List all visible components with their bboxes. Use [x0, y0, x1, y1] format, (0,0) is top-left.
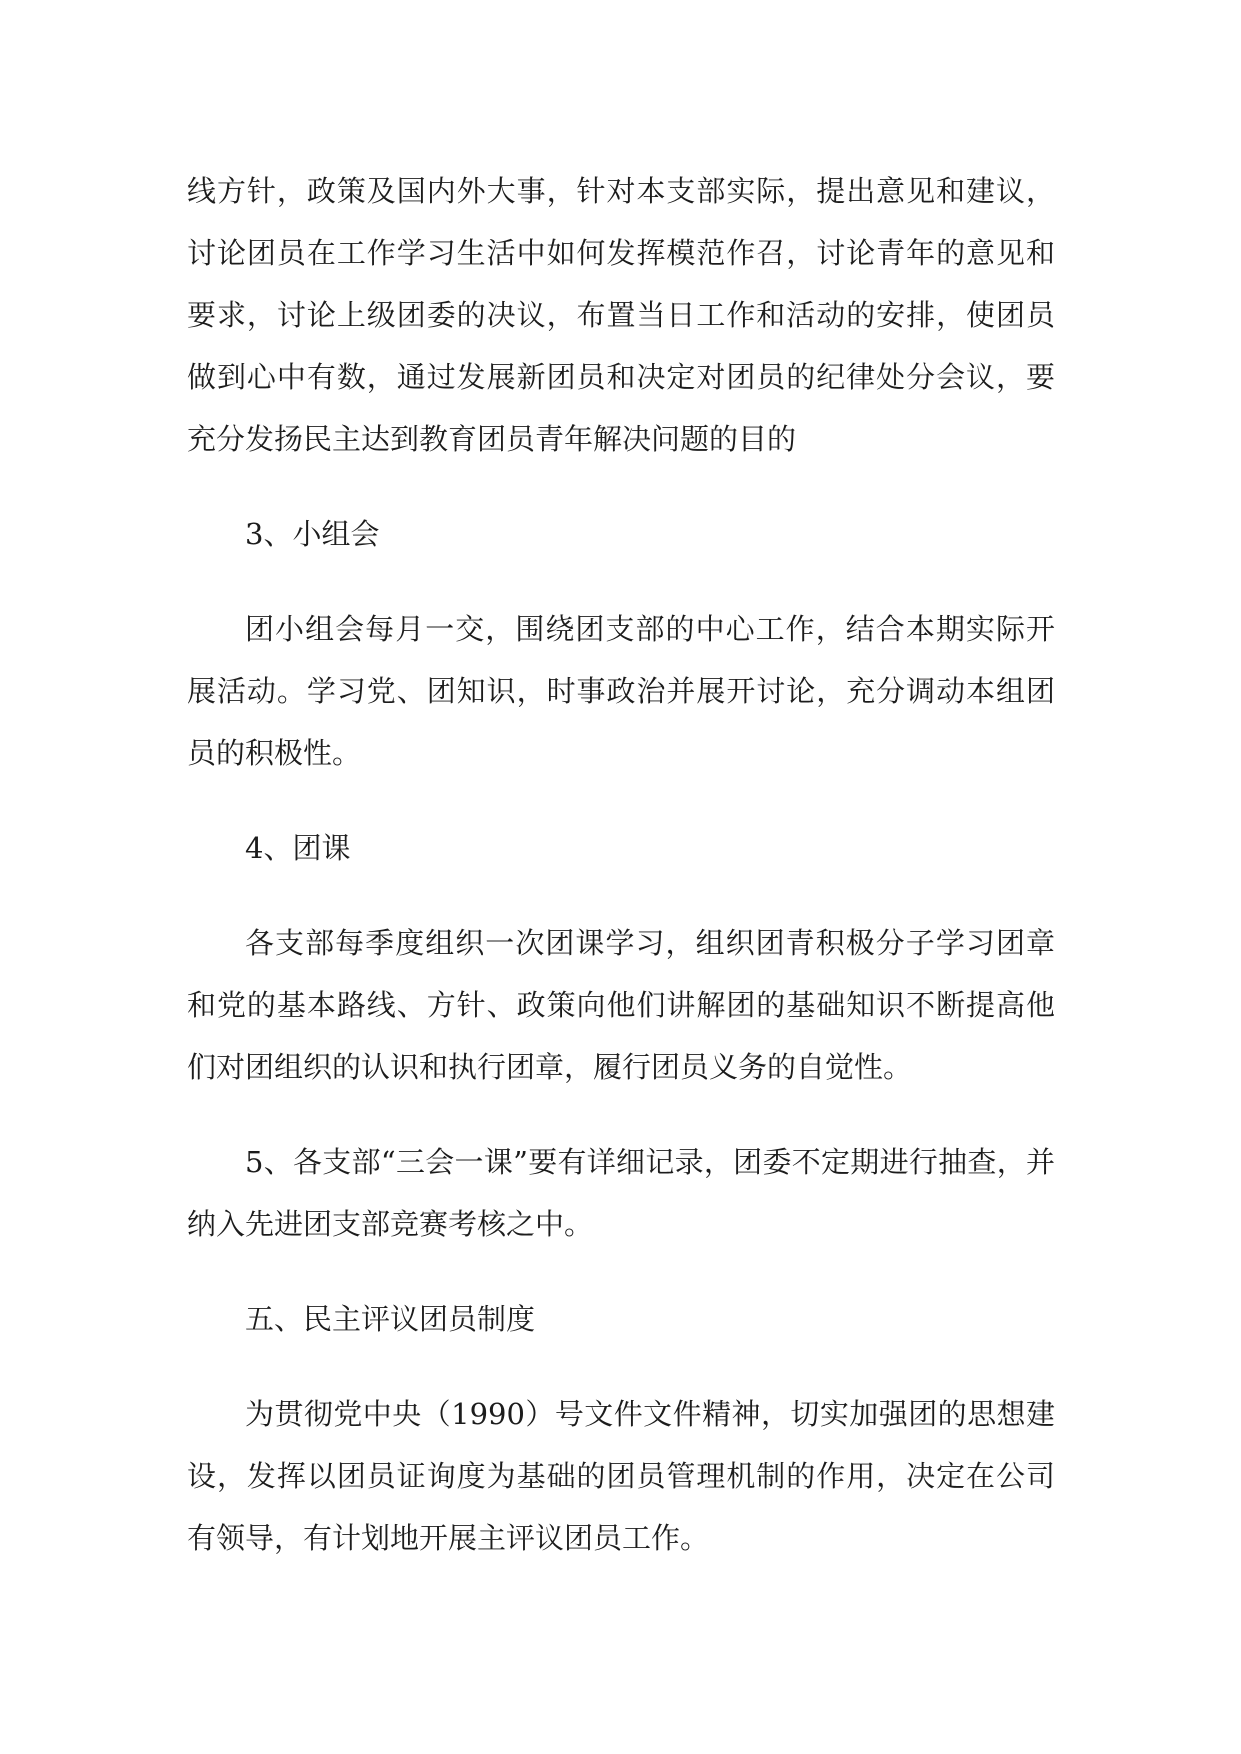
paragraph-democratic-review: 为贯彻党中央（1990）号文件文件精神，切实加强团的思想建设，发挥以团员证询度为基础的团员管理机制的作用，决定在公司有领导，有计划地开展主评议团员工作。 — [187, 1397, 1055, 1555]
document-body — [187, 160, 1055, 1569]
section-heading-league-class: 4、团课 — [245, 831, 351, 865]
paragraph-small-group-meeting: 团小组会每月一交，围绕团支部的中心工作，结合本期实际开展活动。学习党、团知识，时事政治并展开讨论，充分调动本组团员的积极性。 — [187, 612, 1055, 770]
section-heading-small-group-meeting: 3、小组会 — [245, 517, 380, 551]
paragraph-continued: 线方针，政策及国内外大事，针对本支部实际，提出意见和建议，讨论团员在工作学习生活中如何发挥模范作召，讨论青年的意见和要求，讨论上级团委的决议，布置当日工作和活动的安排，使团员做到心中有数，通过发展新团员和决定对团员的纪律处分会议，要充分发扬民主达到教育团员青年解决问题的目的 — [187, 174, 1055, 456]
section-heading-democratic-review: 五、民主评议团员制度 — [245, 1302, 536, 1336]
paragraph-records-inspection: 5、各支部“三会一课”要有详细记录，团委不定期进行抽查，并纳入先进团支部竞赛考核之中。 — [187, 1145, 1055, 1241]
paragraph-league-class: 各支部每季度组织一次团课学习，组织团青积极分子学习团章和党的基本路线、方针、政策向他们讲解团的基础知识不断提高他们对团组织的认识和执行团章，履行团员义务的自觉性。 — [187, 926, 1055, 1084]
